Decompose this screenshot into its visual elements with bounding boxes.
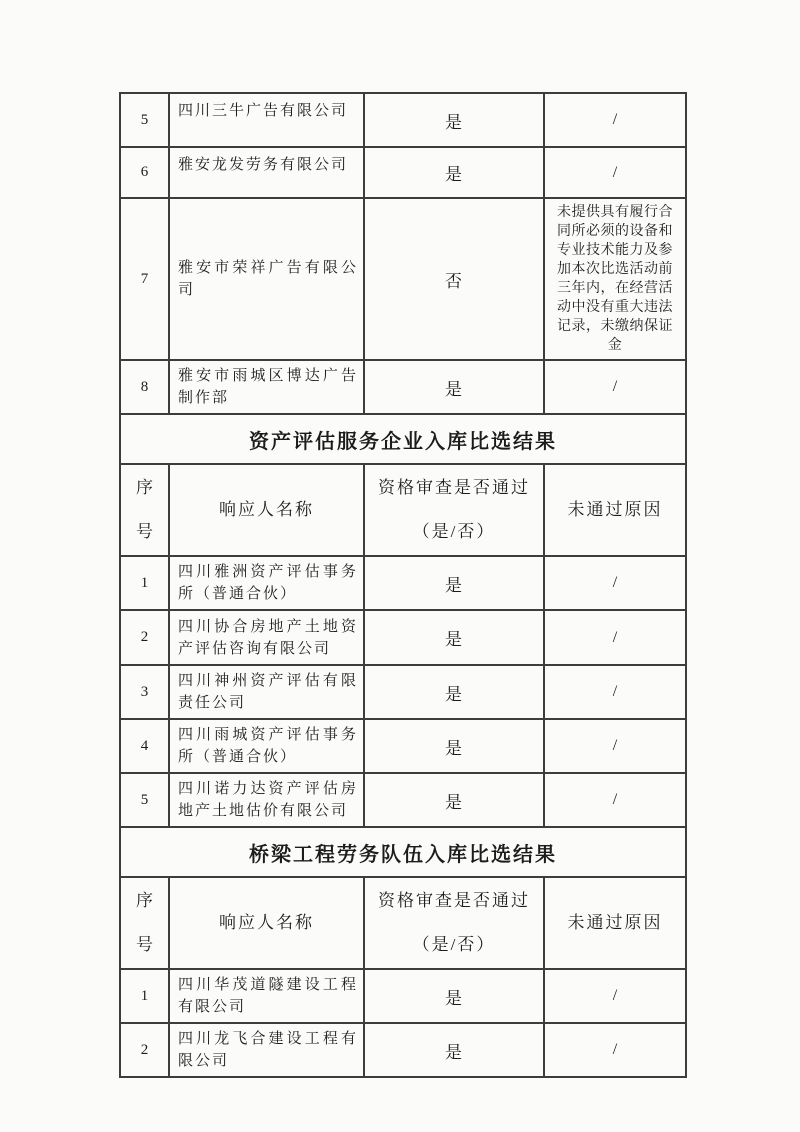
fail-reason: / — [544, 360, 686, 414]
header-serial-number — [120, 464, 169, 556]
row-number: 1 — [120, 556, 169, 610]
respondent-name: 雅安市雨城区博达广告制作部 — [169, 360, 364, 414]
table-row — [120, 969, 686, 1023]
respondent-name: 四川神州资产评估有限责任公司 — [169, 665, 364, 719]
header-fail-reason — [544, 464, 686, 556]
header-serial-label: 序号 — [136, 478, 153, 541]
fail-reason: / — [544, 556, 686, 610]
qualification-result: 是 — [364, 1023, 544, 1077]
respondent-name: 四川协合房地产土地资产评估咨询有限公司 — [169, 610, 364, 665]
header-reason-label: 未通过原因 — [567, 500, 663, 519]
section-title-row — [120, 827, 686, 877]
qualification-result: 是 — [364, 773, 544, 827]
table-row — [120, 556, 686, 610]
qualification-result: 是 — [364, 610, 544, 665]
table-row — [120, 773, 686, 827]
row-number: 5 — [120, 93, 169, 147]
fail-reason: / — [544, 610, 686, 665]
header-fail-reason — [544, 877, 686, 969]
row-number: 6 — [120, 147, 169, 198]
respondent-name: 四川三牛广告有限公司 — [169, 93, 364, 147]
row-number: 7 — [120, 198, 169, 360]
table-header-row — [120, 877, 686, 969]
respondent-name: 四川华茂道隧建设工程有限公司 — [169, 969, 364, 1023]
header-qualification — [364, 877, 544, 969]
respondent-name: 四川诺力达资产评估房地产土地估价有限公司 — [169, 773, 364, 827]
fail-reason: / — [544, 773, 686, 827]
table-row — [120, 1023, 686, 1077]
fail-reason: / — [544, 665, 686, 719]
header-respondent-name — [169, 464, 364, 556]
qualification-result: 是 — [364, 665, 544, 719]
header-name-label: 响应人名称 — [219, 913, 314, 932]
table-row — [120, 198, 686, 360]
qualification-result: 是 — [364, 147, 544, 198]
table-row — [120, 610, 686, 665]
table-row — [120, 93, 686, 147]
header-serial-number — [120, 877, 169, 969]
qualification-result: 否 — [364, 198, 544, 360]
header-qualification-line2: （是/否） — [412, 522, 496, 541]
header-name-label: 响应人名称 — [219, 500, 314, 519]
respondent-name: 四川雨城资产评估事务所（普通合伙） — [169, 719, 364, 773]
header-reason-label: 未通过原因 — [567, 913, 663, 932]
qualification-result: 是 — [364, 719, 544, 773]
header-serial-label: 序号 — [136, 891, 153, 954]
row-number: 5 — [120, 773, 169, 827]
header-qualification-line1: 资格审查是否通过 — [378, 891, 530, 910]
bidding-results-table — [119, 92, 687, 1078]
respondent-name: 雅安市荣祥广告有限公司 — [169, 198, 364, 360]
qualification-result: 是 — [364, 93, 544, 147]
section-title: 资产评估服务企业入库比选结果 — [120, 414, 686, 464]
row-number: 2 — [120, 1023, 169, 1077]
fail-reason: / — [544, 719, 686, 773]
qualification-result: 是 — [364, 360, 544, 414]
row-number: 3 — [120, 665, 169, 719]
fail-reason: / — [544, 93, 686, 147]
header-qualification-line1: 资格审查是否通过 — [378, 478, 530, 497]
fail-reason: / — [544, 147, 686, 198]
qualification-result: 是 — [364, 969, 544, 1023]
table-row — [120, 147, 686, 198]
section-title-row — [120, 414, 686, 464]
fail-reason: / — [544, 1023, 686, 1077]
header-respondent-name — [169, 877, 364, 969]
row-number: 2 — [120, 610, 169, 665]
table-header-row — [120, 464, 686, 556]
row-number: 4 — [120, 719, 169, 773]
respondent-name: 四川龙飞合建设工程有限公司 — [169, 1023, 364, 1077]
row-number: 8 — [120, 360, 169, 414]
header-qualification — [364, 464, 544, 556]
fail-reason: / — [544, 969, 686, 1023]
qualification-result: 是 — [364, 556, 544, 610]
respondent-name: 四川雅洲资产评估事务所（普通合伙） — [169, 556, 364, 610]
section-title: 桥梁工程劳务队伍入库比选结果 — [120, 827, 686, 877]
table-row — [120, 360, 686, 414]
table-row — [120, 719, 686, 773]
table-row — [120, 665, 686, 719]
row-number: 1 — [120, 969, 169, 1023]
respondent-name: 雅安龙发劳务有限公司 — [169, 147, 364, 198]
fail-reason: 未提供具有履行合同所必须的设备和专业技术能力及参加本次比选活动前三年内，在经营活动中没有重大违法记录，未缴纳保证金 — [544, 198, 686, 360]
header-qualification-line2: （是/否） — [412, 935, 496, 954]
